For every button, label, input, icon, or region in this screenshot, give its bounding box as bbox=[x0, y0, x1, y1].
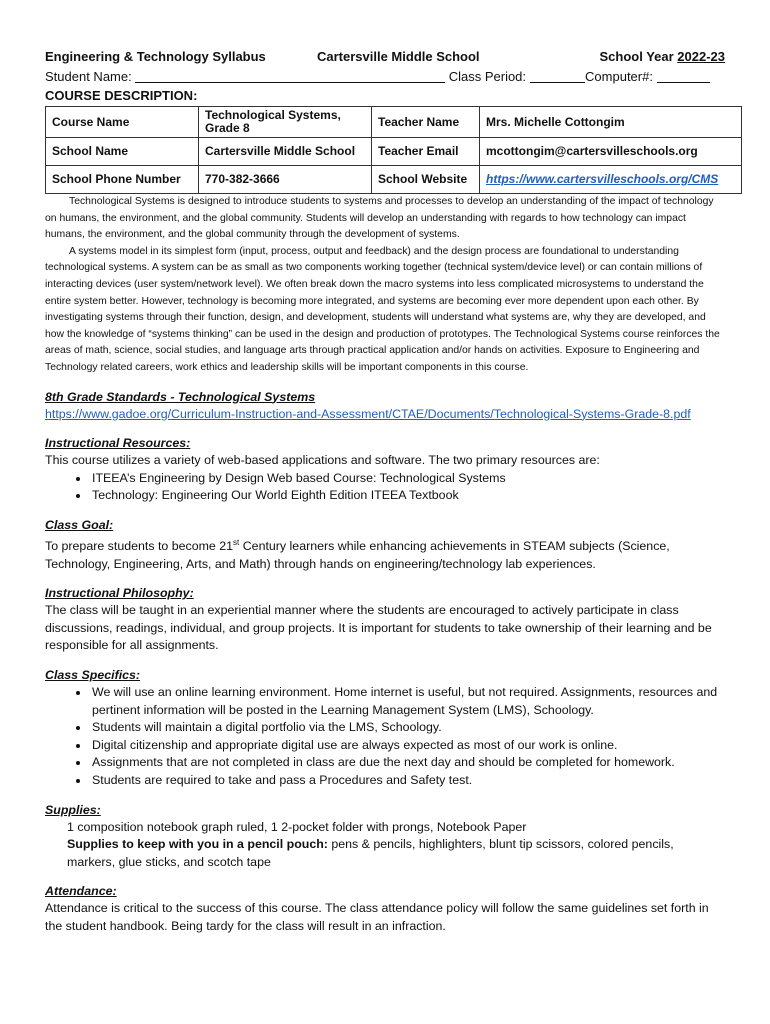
table-row bbox=[46, 166, 742, 194]
list-item: • Students will maintain a digital portfolio via the LMS, Schoology. bbox=[90, 719, 725, 737]
resources-intro: This course utilizes a variety of web-based applications and software. The two primary resources are: bbox=[45, 453, 600, 468]
table-row bbox=[46, 138, 742, 166]
philosophy-heading: Instructional Philosophy: bbox=[45, 586, 194, 601]
standards-heading: 8th Grade Standards - Technological Systems bbox=[45, 389, 316, 404]
specifics-list bbox=[45, 684, 725, 790]
specifics-heading: Class Specifics: bbox=[45, 668, 141, 682]
goal-text: To prepare students to become 21st Century learners while enhancing achievements in STEAM subjects (Science, Technology, Engineering, Arts, and Math) through hands on engineering/technology lab experiences. bbox=[45, 537, 670, 571]
header-school-year: School Year 2022-23 bbox=[599, 48, 725, 64]
attendance-heading: Attendance: bbox=[45, 884, 117, 899]
supplies-heading: Supplies: bbox=[45, 802, 101, 817]
resources-list bbox=[45, 470, 725, 505]
class-period-blank[interactable] bbox=[530, 70, 585, 83]
list-item: • Students are required to take and pass a Procedures and Safety test. bbox=[90, 772, 725, 790]
standards-link[interactable]: https://www.gadoe.org/Curriculum-Instruction-and-Assessment/CTAE/Documents/Technological-Systems-Grade-8.pdf bbox=[45, 406, 691, 421]
table-cell: Teacher Email bbox=[372, 138, 480, 166]
table-cell: School Phone Number bbox=[46, 166, 199, 194]
supplies-line-1: 1 composition notebook graph ruled, 1 2-pocket folder with prongs, Notebook Paper bbox=[67, 819, 527, 834]
list-item: • Assignments that are not completed in class are due the next day and should be completed for homework. bbox=[90, 754, 725, 772]
student-name-blank[interactable] bbox=[135, 70, 445, 83]
list-item: • Digital citizenship and appropriate digital use are always expected as most of our work is online. bbox=[90, 737, 725, 755]
student-info-line bbox=[45, 66, 725, 86]
list-item: • We will use an online learning environment. Home internet is useful, but not required. Assignments, resources and pertinent information will be posted in the Learning Management System (LMS), Schoology. bbox=[90, 684, 725, 719]
header-course-title: Engineering & Technology Syllabus bbox=[45, 48, 266, 64]
description-paragraph-2: A systems model in its simplest form (input, process, output and feedback) and the design process are foundational to understanding technological systems. A system can be as small as two components working together (technical system/device level) or can contain millions of interacting devices (user system/network level). We often break down the macro systems into less complicated microsystems to understand the entire system better. However, technology is becoming more integrated, and systems are becoming ever more dependent upon each other. By investigating systems through their function, design, and development, students will understand what systems are, why they are developed, and how the knowledge of “systems thinking” can be used in the design and production of prototypes. The Technological Systems course reinforces the areas of math, science, social studies, and language arts through practical application and/or hands on activities. Exposure to Engineering and Technology related careers, work ethics and leadership skills will be important components in this course. bbox=[45, 245, 720, 373]
course-description-heading: COURSE DESCRIPTION: bbox=[45, 88, 198, 103]
syllabus-page bbox=[45, 46, 725, 936]
header-school-name: Cartersville Middle School bbox=[317, 48, 480, 64]
resources-heading: Instructional Resources: bbox=[45, 436, 191, 451]
school-website-cell bbox=[480, 166, 742, 194]
table-cell: Technological Systems, Grade 8 bbox=[199, 107, 372, 138]
teacher-email: mcottongim@cartersvilleschools.org bbox=[480, 138, 742, 166]
table-cell: School Website bbox=[372, 166, 480, 194]
computer-number-blank[interactable] bbox=[657, 70, 710, 83]
supplies-line-2: Supplies to keep with you in a pencil pouch: pens & pencils, highlighters, blunt tip scissors, colored pencils, markers, glue sticks, and scotch tape bbox=[67, 837, 674, 869]
computer-number-label: Computer#: bbox=[585, 68, 653, 84]
school-year-value: 2022-23 bbox=[677, 48, 725, 64]
table-cell: Course Name bbox=[46, 107, 199, 138]
student-name-label: Student Name: bbox=[45, 68, 132, 84]
description-paragraph-1: Technological Systems is designed to introduce students to systems and processes to develop an understanding of the impact of technology on humans, the environment, and the global community. Students will develop an understanding with regards to how technology can impact humans, the environment, and the global community through the development of systems. bbox=[45, 196, 714, 241]
table-cell: 770-382-3666 bbox=[199, 166, 372, 194]
list-item: • Technology: Engineering Our World Eighth Edition ITEEA Textbook bbox=[90, 487, 725, 505]
school-website-link[interactable]: https://www.cartersvilleschools.org/CMS bbox=[486, 172, 719, 186]
table-cell: Teacher Name bbox=[372, 107, 480, 138]
attendance-text: Attendance is critical to the success of this course. The class attendance policy will follow the same guidelines set forth in the student handbook. Being tardy for the class will result in an infraction. bbox=[45, 901, 709, 933]
course-info-table bbox=[45, 106, 742, 194]
table-cell: Cartersville Middle School bbox=[199, 138, 372, 166]
table-cell: Mrs. Michelle Cottongim bbox=[480, 107, 742, 138]
table-cell: School Name bbox=[46, 138, 199, 166]
philosophy-text: The class will be taught in an experiential manner where the students are encouraged to actively participate in class discussions, readings, individual, and group projects. It is important for students to take ownership of their learning and be responsible for all assignments. bbox=[45, 603, 712, 653]
class-period-label: Class Period: bbox=[448, 68, 527, 84]
document-header bbox=[45, 46, 725, 66]
list-item: • ITEEA’s Engineering by Design Web based Course: Technological Systems bbox=[90, 470, 725, 488]
table-row bbox=[46, 107, 742, 138]
goal-heading: Class Goal: bbox=[45, 517, 114, 532]
